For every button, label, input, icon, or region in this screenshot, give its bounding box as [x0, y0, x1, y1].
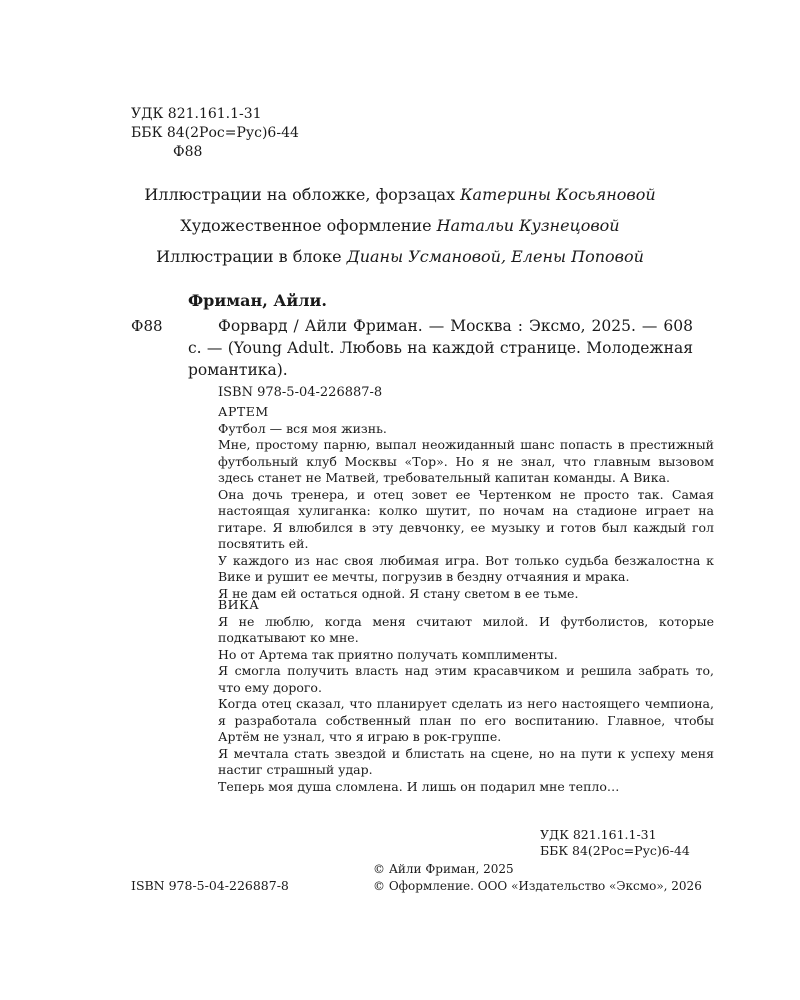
annotation-paragraph: Я мечтала стать звездой и блистать на сцене, но на пути к успеху меня настиг страшный удар.	[218, 745, 714, 777]
annotation-vika	[218, 597, 714, 795]
credit-cover-illustrations	[0, 185, 800, 205]
section-heading: АРТЕМ	[218, 404, 269, 419]
annotation-paragraph: Я не люблю, когда меня считают милой. И футболистов, которые подкатывают ко мне.	[218, 613, 714, 645]
section-heading: ВИКА	[218, 597, 260, 612]
annotation-paragraph: Мне, простому парню, выпал неожиданный шанс попасть в престижный футбольный клуб Москвы «Тор». Но я не знал, что главным вызовом здесь станет не Матвей, требовательный капитан команды. А Вика.	[218, 437, 714, 485]
credit-label: Иллюстрации в блоке	[156, 247, 342, 266]
author-mark: Ф88	[173, 144, 203, 160]
annotation-paragraph: Я не дам ей остаться одной. Я стану светом в ее тьме.	[218, 585, 579, 601]
credit-label: Иллюстрации на обложке, форзацах	[144, 185, 456, 204]
bibliographic-author: Фриман, Айли.	[188, 291, 327, 310]
footer-bbk: ББК 84(2Рос=Рус)6-44	[540, 843, 690, 858]
copyright-design: © Оформление. ООО «Издательство «Эксмо», 2026	[373, 879, 702, 893]
annotation-paragraph: Теперь моя душа сломлена. И лишь он подарил мне тепло…	[218, 778, 620, 794]
bibliographic-isbn: ISBN 978-5-04-226887-8	[218, 385, 383, 400]
copyright-author: © Айли Фриман, 2025	[373, 862, 514, 876]
annotation-paragraph: Но от Артема так приятно получать комплименты.	[218, 646, 558, 662]
annotation-paragraph: У каждого из нас своя любимая игра. Вот только судьба безжалостна к Вике и рушит ее мечты, погрузив в бездну отчаяния и мрака.	[218, 552, 714, 584]
credit-name: Дианы Усмановой, Елены Поповой	[346, 247, 644, 266]
credit-inner-illustrations	[0, 247, 800, 267]
footer-udk: УДК 821.161.1-31	[540, 827, 657, 842]
bbk-code: ББК 84(2Рос=Рус)6-44	[131, 125, 299, 141]
credit-label: Художественное оформление	[180, 216, 432, 235]
annotation-paragraph: Я смогла получить власть над этим красавчиком и решила забрать то, что ему дорого.	[218, 663, 714, 695]
udk-code: УДК 821.161.1-31	[131, 106, 262, 122]
footer-isbn: ISBN 978-5-04-226887-8	[131, 878, 289, 893]
credit-art-design	[0, 216, 800, 236]
bibliographic-description	[188, 315, 693, 381]
annotation-paragraph: Футбол — вся моя жизнь.	[218, 420, 387, 436]
annotation-paragraph: Она дочь тренера, и отец зовет ее Чертенком не просто так. Самая настоящая хулиганка: колко шутит, по ночам на стадионе играет на гитаре. Я влюбился в эту девчонку, ее музыку и готов был каждый гол посвятить ей.	[218, 486, 714, 551]
description-text: Форвард / Айли Фриман. — Москва : Эксмо, 2025. — 608 с. — (Young Adult. Любовь на каждой странице. Молодежная романтика).	[188, 317, 693, 379]
credit-name: Натальи Кузнецовой	[436, 216, 620, 235]
annotation-paragraph: Когда отец сказал, что планирует сделать из него настоящего чемпиона, я разработала собственный план по его воспитанию. Главное, чтобы Артём не узнал, что я играю в рок-группе.	[218, 696, 714, 744]
annotation-artem	[218, 404, 714, 602]
footer-classification	[540, 827, 690, 859]
bibliographic-code: Ф88	[131, 317, 163, 335]
credit-name: Катерины Косьяновой	[460, 185, 656, 204]
copyright-block	[373, 861, 702, 895]
